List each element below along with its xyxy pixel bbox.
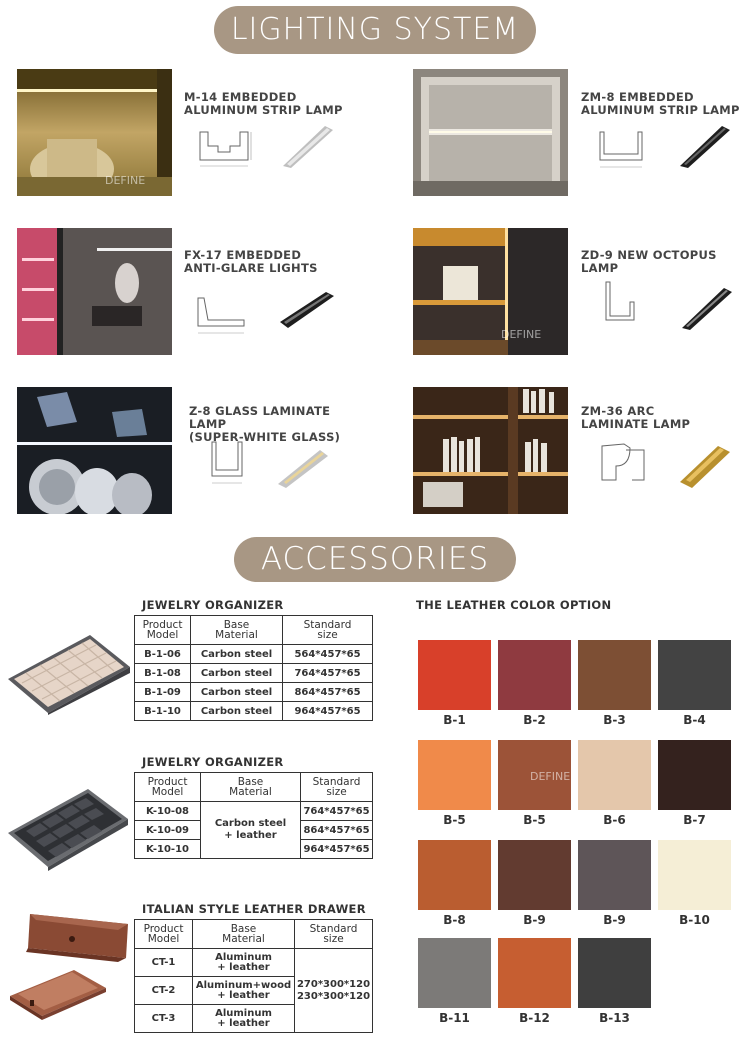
header-size: Standard size — [283, 616, 373, 645]
lamp-photo-zm36 — [413, 387, 568, 514]
table-row: CT-2 Aluminum+wood + leather — [135, 977, 373, 1005]
spec-table-k10 — [134, 772, 373, 859]
header-material: Base Material — [191, 616, 283, 645]
leather-swatch-b-2 — [498, 640, 571, 710]
spec-table-ct — [134, 919, 373, 1033]
leather-swatch-label: B-13 — [599, 1011, 630, 1025]
lamp-profile-icon — [676, 440, 738, 488]
header-model: Product Model — [135, 773, 201, 802]
lamp-title-fx17: FX-17 EMBEDDED ANTI-GLARE LIGHTS — [184, 248, 318, 275]
header-size: Standard size — [295, 920, 373, 949]
leather-swatch-b-6 — [578, 740, 651, 810]
header-material: Base Material — [193, 920, 295, 949]
lamp-photo-m14 — [17, 69, 172, 196]
leather-swatch-b-9 — [578, 840, 651, 910]
leather-swatch-label: B-8 — [443, 913, 466, 927]
leather-swatch-label: B-11 — [439, 1011, 470, 1025]
table-row: K-10-09 864*457*65 — [135, 821, 373, 840]
jewelry-organizer-title: JEWELRY ORGANIZER — [142, 598, 284, 612]
header-size: Standard size — [301, 773, 373, 802]
lamp-profile-icon — [676, 282, 738, 330]
accessories-header: ACCESSORIES — [234, 537, 516, 582]
leather-swatch-label: B-9 — [603, 913, 626, 927]
lamp-title-zd9: ZD-9 NEW OCTOPUS LAMP — [581, 248, 717, 275]
watermark: DEFINE — [530, 770, 571, 783]
lamp-photo-zm8 — [413, 69, 568, 196]
leather-swatch-b-4 — [658, 640, 731, 710]
leather-swatch-label: B-1 — [443, 713, 466, 727]
leather-swatch-label: B-2 — [523, 713, 546, 727]
material-cell: Carbon steel + leather — [201, 802, 301, 859]
lamp-profile-icon — [272, 442, 334, 490]
profile-drawing-icon — [590, 124, 652, 172]
table-row: K-10-08 Carbon steel + leather 764*457*65 — [135, 802, 373, 821]
table-row: CT-1 Aluminum + leather 270*300*120 230*300*120 — [135, 949, 373, 977]
leather-swatch-b-5 — [418, 740, 491, 810]
leather-swatch-label: B-10 — [679, 913, 710, 927]
spec-table-b1 — [134, 615, 373, 721]
leather-swatch-b-8 — [418, 840, 491, 910]
lamp-title-m14: M-14 EMBEDDED ALUMINUM STRIP LAMP — [184, 90, 343, 117]
header-model: Product Model — [135, 920, 193, 949]
jewelry-organizer-image — [4, 783, 132, 871]
lamp-photo-fx17 — [17, 228, 172, 355]
leather-swatch-label: B-9 — [523, 913, 546, 927]
profile-drawing-icon — [192, 122, 254, 170]
table-row: B-1-08 Carbon steel 764*457*65 — [135, 664, 373, 683]
leather-swatch-label: B-5 — [523, 813, 546, 827]
leather-swatch-b-7 — [658, 740, 731, 810]
leather-color-title: THE LEATHER COLOR OPTION — [416, 598, 612, 612]
leather-swatch-label: B-7 — [683, 813, 706, 827]
lamp-title-z8: Z-8 GLASS LAMINATE LAMP (SUPER-WHITE GLASS) — [189, 404, 341, 444]
lamp-profile-icon — [674, 120, 736, 168]
table-row: K-10-10 964*457*65 — [135, 840, 373, 859]
jewelry-organizer-title: JEWELRY ORGANIZER — [142, 755, 284, 769]
leather-drawer-title: ITALIAN STYLE LEATHER DRAWER — [142, 902, 366, 916]
size-cell: 270*300*120 230*300*120 — [295, 949, 373, 1033]
leather-swatch-label: B-6 — [603, 813, 626, 827]
leather-swatch-b-10 — [658, 840, 731, 910]
jewelry-organizer-image — [4, 627, 132, 715]
leather-swatch-b-9 — [498, 840, 571, 910]
leather-swatch-label: B-3 — [603, 713, 626, 727]
profile-drawing-icon — [594, 280, 656, 328]
profile-drawing-icon — [190, 290, 252, 338]
table-row: B-1-06 Carbon steel 564*457*65 — [135, 645, 373, 664]
leather-swatch-b-11 — [418, 938, 491, 1008]
lamp-title-zm8: ZM-8 EMBEDDED ALUMINUM STRIP LAMP — [581, 90, 740, 117]
leather-swatch-label: B-5 — [443, 813, 466, 827]
leather-swatch-b-1 — [418, 640, 491, 710]
lamp-profile-icon — [277, 120, 339, 168]
watermark: DEFINE — [501, 328, 542, 341]
table-row: B-1-09 Carbon steel 864*457*65 — [135, 683, 373, 702]
leather-swatch-b-13 — [578, 938, 651, 1008]
leather-swatch-label: B-12 — [519, 1011, 550, 1025]
watermark: DEFINE — [105, 174, 146, 187]
table-row: B-1-10 Carbon steel 964*457*65 — [135, 702, 373, 721]
lamp-title-zm36: ZM-36 ARC LAMINATE LAMP — [581, 404, 691, 431]
leather-drawer-image — [6, 908, 132, 1020]
leather-swatch-label: B-4 — [683, 713, 706, 727]
lamp-profile-icon — [276, 284, 338, 332]
table-row: CT-3 Aluminum + leather — [135, 1005, 373, 1033]
leather-swatch-b-3 — [578, 640, 651, 710]
lamp-photo-z8 — [17, 387, 172, 514]
leather-swatch-b-12 — [498, 938, 571, 1008]
profile-drawing-icon — [590, 440, 652, 488]
header-model: Product Model — [135, 616, 191, 645]
header-material: Base Material — [201, 773, 301, 802]
profile-drawing-icon — [198, 440, 260, 488]
lamp-photo-zd9 — [413, 228, 568, 355]
lighting-system-header: LIGHTING SYSTEM — [214, 6, 536, 54]
